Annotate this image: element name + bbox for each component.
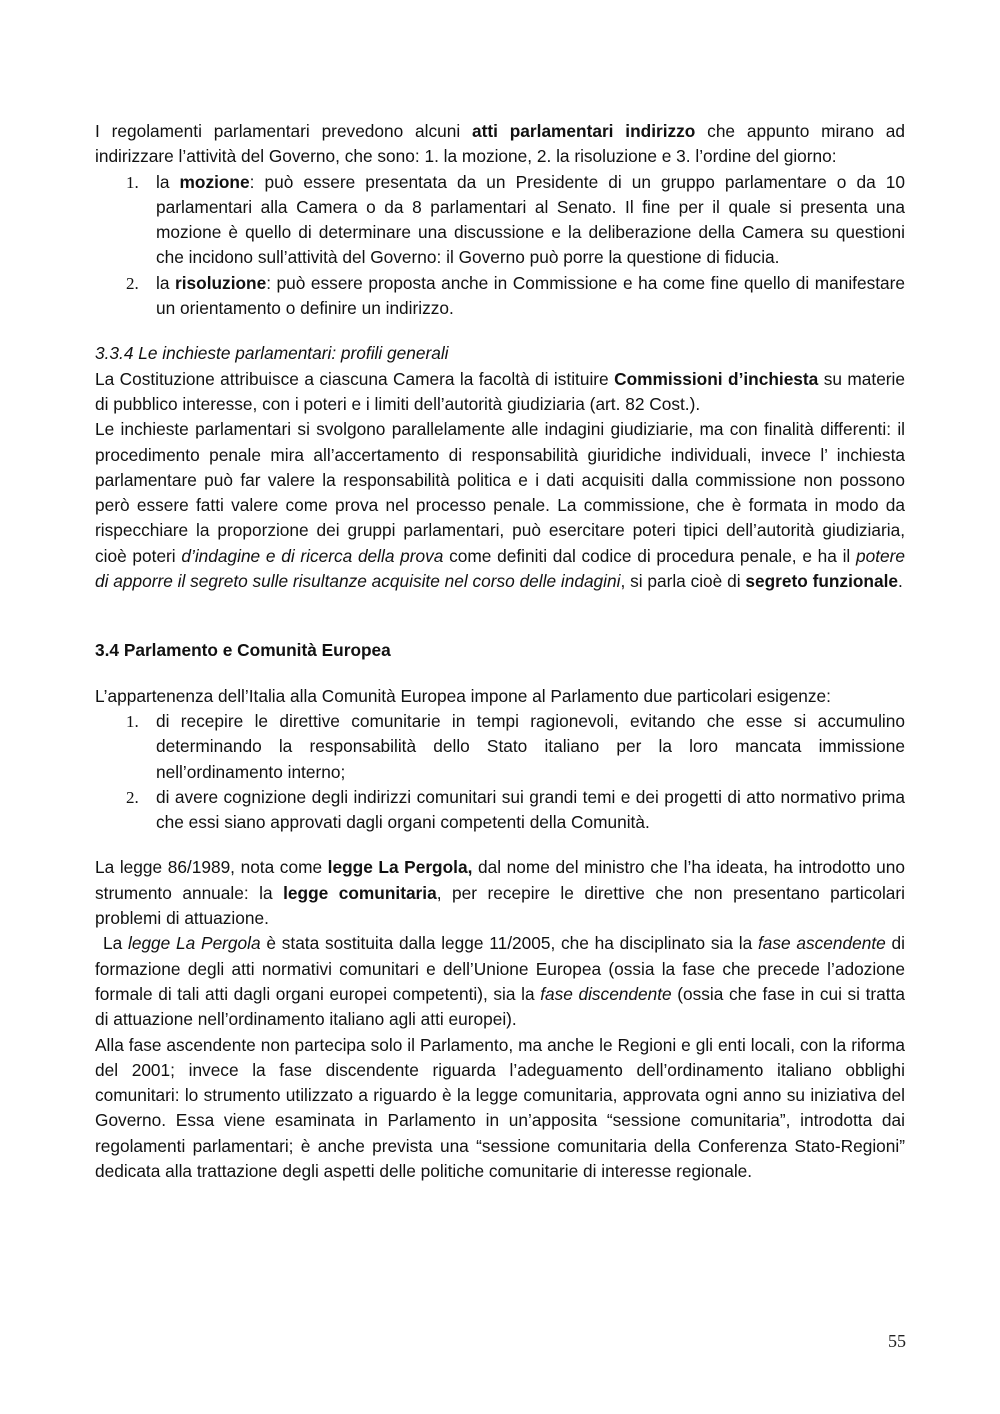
text-run: è stata sostituita dalla legge 11/2005, che ha disciplinato sia la (260, 933, 758, 954)
list-number: 1. (126, 711, 139, 731)
page-number: 55 (888, 1331, 906, 1351)
text-run: di avere cognizione degli indirizzi comunitari sui grandi temi e dei progetti di atto normativo prima che essi siano approvati dagli organi competenti della Comunità. (156, 786, 905, 833)
text-run: , si parla cioè di (620, 571, 746, 592)
text-run: su materie di pubblico interesse, con i poteri e i limiti dell’autorità giudiziaria (art. 82 Cost.). (95, 368, 906, 414)
list-item-risoluzione (95, 271, 905, 322)
inchieste-subheading: 3.3.4 Le inchieste parlamentari: profili generali (95, 343, 449, 364)
text-run: dal nome del ministro che l’ha ideata, ha introdotto uno strumento annuale: la (95, 857, 905, 903)
italic-term: legge La Pergola (128, 933, 261, 954)
list-item (95, 709, 905, 785)
italic-term: fase discendente (540, 983, 672, 1004)
list-item (95, 785, 905, 836)
list-number: 2. (126, 273, 139, 293)
list-item-mozione (95, 170, 905, 271)
italic-term: potere di apporre il segreto sulle risultanze acquisite nel corso delle indagini (95, 545, 905, 592)
bold-term: legge La Pergola, (327, 857, 473, 878)
atti-list (95, 170, 905, 322)
inchieste-paragraph-2 (95, 417, 905, 594)
text-run: come definiti dal codice di procedura penale, e ha il (443, 545, 856, 566)
list-number: 2. (126, 787, 139, 807)
bold-term: segreto funzionale (745, 571, 899, 592)
list-number: 1. (126, 172, 139, 192)
bold-term: legge comunitaria (283, 882, 437, 903)
text-run: la (156, 171, 180, 192)
text-run: di recepire le direttive comunitarie in tempi ragionevoli, evitando che esse si accumulino determinando la responsabilità dello Stato italiano per la loro mancata immissione nell’ordinamento interno; (156, 710, 905, 782)
text-run: che appunto mirano ad indirizzare l’attività del Governo, che sono: 1. la mozione, 2. la risoluzione e 3. l’ordine del giorno: (95, 121, 905, 167)
bold-term: Commissioni d’inchiesta (614, 368, 819, 389)
text-run: Le inchieste parlamentari si svolgono parallelamente alle indagini giudiziarie, ma con finalità differenti: il procedimento penale mira all’accertamento di responsabilità giuridiche individuali, invece l’ inchiesta parlamentare può far valere la responsabilità politica e i dati acquisiti dalla commissione non possono però essere fatti valere come prova nel processo penale. La commissione, che è formata in modo da rispecchiare la proporzione dei gruppi parlamentari, può esercitare poteri tipici dell’autorità giudiziaria, cioè poteri (95, 419, 905, 566)
section-heading: 3.4 Parlamento e Comunità Europea (95, 640, 391, 661)
text-run: , per recepire le direttive che non presentano particolari problemi di attuazione. (95, 882, 905, 929)
text-run: la (156, 272, 175, 293)
text-run: I regolamenti parlamentari prevedono alcuni (95, 121, 473, 141)
text-run: : può essere presentata da un Presidente di un gruppo parlamentare o da 10 parlamentari alla Camera o da 8 parlamentari al Senato. Il fine per il quale si presenta una mozione è quello di determinare una discussione e la deliberazione della Camera su questioni che incidono sull’attività del Governo: il Governo può porre la questione di fiducia. (156, 171, 905, 268)
bold-term: atti parlamentari indirizzo (472, 121, 696, 141)
italic-term: d’indagine e di ricerca della prova (181, 545, 444, 566)
legge-paragraph-2 (95, 931, 905, 1032)
esigenze-list (95, 709, 905, 835)
intro-paragraph (95, 119, 905, 170)
bold-term: risoluzione (175, 272, 267, 293)
legge-paragraph-3: Alla fase ascendente non partecipa solo il Parlamento, ma anche le Regioni e gli enti locali, con la riforma del 2001; invece la fase discendente riguarda l’adeguamento dell’ordinamento italiano obblighi comunitari: lo strumento utilizzato a riguardo è la legge comunitaria, approvata ogni anno su iniziativa del Governo. Essa viene esaminata in Parlamento in un’apposita “sessione comunitaria”, introdotta dai regolamenti parlamentari; è anche prevista una “sessione comunitaria della Conferenza Stato-Regioni” dedicata alla trattazione degli aspetti delle politiche comunitarie di interesse regionale. (95, 1034, 905, 1181)
text-run: : può essere proposta anche in Commissione e ha come fine quello di manifestare un orientamento o definire un indirizzo. (156, 272, 905, 319)
text-run: di formazione degli atti normativi comunitari e dell’Unione Europea (ossia la fase che precede l’adozione formale di tali atti dagli organi europei competenti), sia la (95, 933, 905, 1004)
section-intro: L’appartenenza dell’Italia alla Comunità Europea impone al Parlamento due particolari esigenze: (95, 685, 831, 706)
legge-paragraph-1 (95, 855, 905, 931)
bold-term: mozione (179, 171, 250, 192)
text-run: (ossia che fase in cui si tratta di attuazione nell’ordinamento italiano agli atti europei). (95, 983, 905, 1030)
text-run: . (898, 571, 903, 592)
text-run: La Costituzione attribuisce a ciascuna Camera la facoltà di istituire (95, 368, 615, 389)
text-run: La legge 86/1989, nota come (95, 857, 328, 878)
italic-term: fase ascendente (757, 933, 886, 954)
inchieste-paragraph-1 (95, 367, 905, 418)
text-run: La (103, 933, 128, 954)
page-body (95, 119, 905, 1184)
